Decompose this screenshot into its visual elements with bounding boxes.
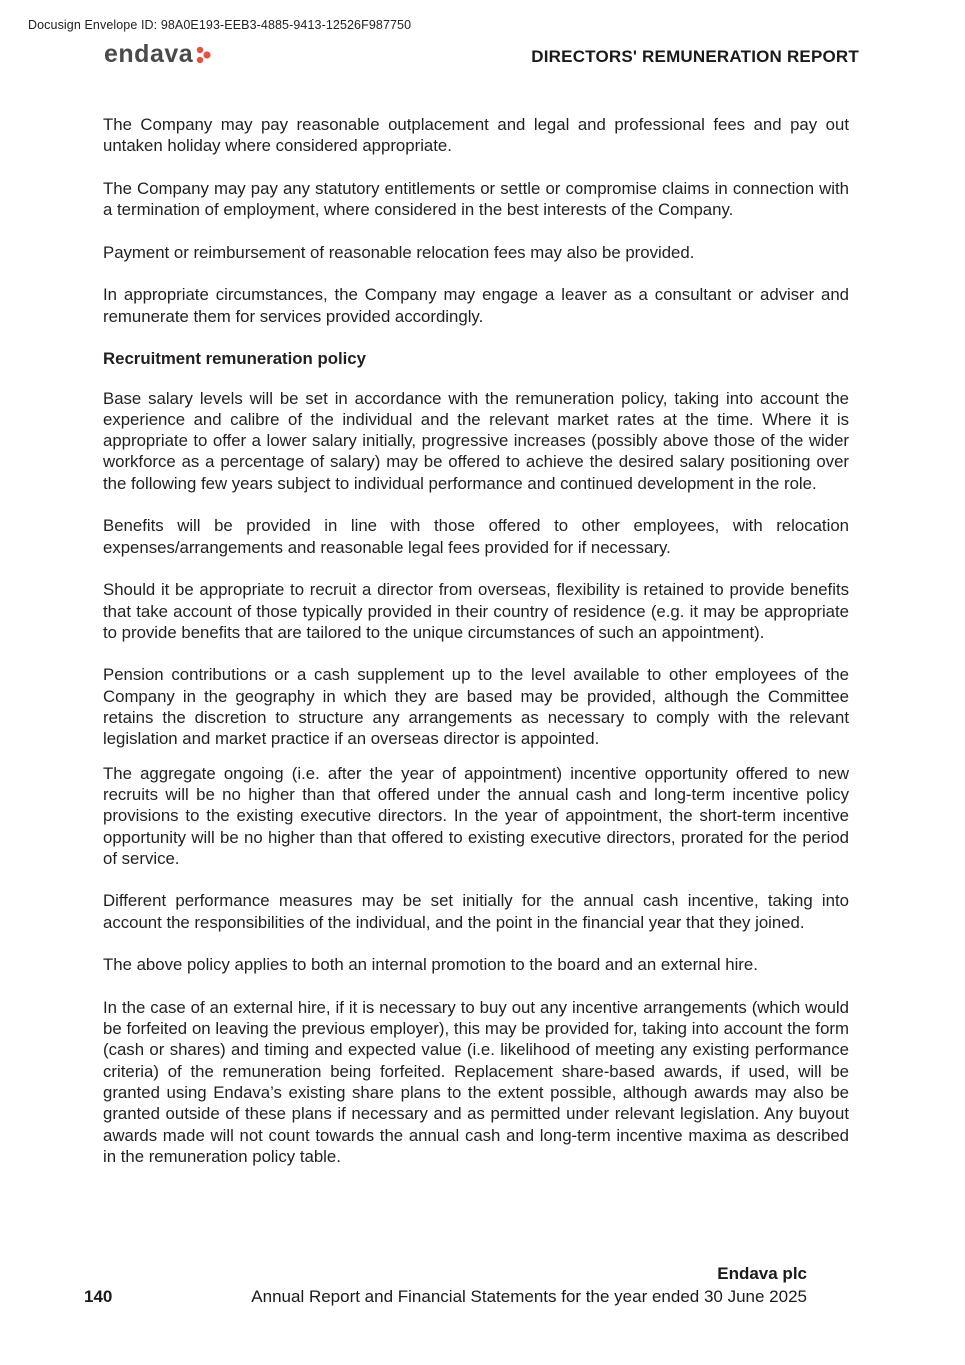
paragraph-performance-measures: Different performance measures may be set initially for the annual cash incentive, taking into account the responsibilities of the individual, and the point in the financial year that they joined. [103, 891, 849, 932]
footer-company-name: Endava plc [717, 1264, 807, 1283]
paragraph-benefits: Benefits will be provided in line with those offered to other employees, with relocation expenses/arrangements and reasonable legal fees provided for if necessary. [103, 516, 849, 557]
paragraph-statutory-entitlements: The Company may pay any statutory entitlements or settle or compromise claims in connection with a termination of employment, where considered in the best interests of the Company. [103, 178, 849, 220]
paragraph-outplacement: The Company may pay reasonable outplacement and legal and professional fees and pay out untaken holiday where considered appropriate. [103, 115, 849, 156]
endava-logo [104, 40, 212, 68]
page-number: 140 [84, 1287, 113, 1306]
paragraph-overseas: Should it be appropriate to recruit a director from overseas, flexibility is retained to provide benefits that take account of those typically provided in their country of residence (e.g. it may be appropriate to provide benefits that are tailored to the unique circumstances of such an appointment). [103, 580, 849, 642]
paragraph-external-hire: In the case of an external hire, if it is necessary to buy out any incentive arrangements (which would be forfeited on leaving the previous employer), this may be provided for, taking into account the form (cash or shares) and timing and expected value (i.e. likelihood of meeting any existing performance criteria) of the remuneration being forfeited. Replacement share-based awards, if used, will be granted using Endava’s existing share plans to the extent possible, although awards may also be granted outside of these plans if necessary and as permitted under relevant legislation. Any buyout awards made will not count towards the annual cash and long-term incentive maxima as described in the remuneration policy table. [103, 997, 849, 1166]
heading-recruitment-policy: Recruitment remuneration policy [103, 349, 366, 369]
paragraph-incentive-opportunity: The aggregate ongoing (i.e. after the year of appointment) incentive opportunity offered to new recruits will be no higher than that offered under the annual cash and long-term incentive policy provisions to the existing executive directors. In the year of appointment, the short-term incentive opportunity will be no higher than that offered to existing executive directors, prorated for the period of service. [103, 763, 849, 868]
logo-wordmark: endava [104, 40, 194, 68]
paragraph-base-salary: Base salary levels will be set in accordance with the remuneration policy, taking into account the experience and calibre of the individual and the relevant market rates at the time. Where it is appropriate to offer a lower salary initially, progressive increases (possibly above those of the wider workforce as a percentage of salary) may be offered to achieve the desired salary positioning over the following few years subject to individual performance and continued development in the role. [103, 388, 849, 493]
paragraph-relocation: Payment or reimbursement of reasonable relocation fees may also be provided. [103, 242, 695, 262]
footer-report-title: Annual Report and Financial Statements for the year ended 30 June 2025 [251, 1287, 807, 1306]
endava-logo-mark-icon [196, 46, 212, 64]
paragraph-pension: Pension contributions or a cash supplement up to the level available to other employees of the Company in the geography in which they are based may be provided, although the Committee retains the discretion to structure any arrangements as necessary to comply with the relevant legislation and market practice if an overseas director is appointed. [103, 665, 849, 749]
paragraph-consultant: In appropriate circumstances, the Company may engage a leaver as a consultant or adviser and remunerate them for services provided accordingly. [103, 285, 849, 326]
page-body [103, 114, 849, 1189]
docusign-envelope-id: Docusign Envelope ID: 98A0E193-EEB3-4885-9413-12526F987750 [28, 18, 412, 32]
section-title: DIRECTORS' REMUNERATION REPORT [531, 47, 859, 66]
paragraph-policy-scope: The above policy applies to both an internal promotion to the board and an external hire. [103, 955, 758, 975]
